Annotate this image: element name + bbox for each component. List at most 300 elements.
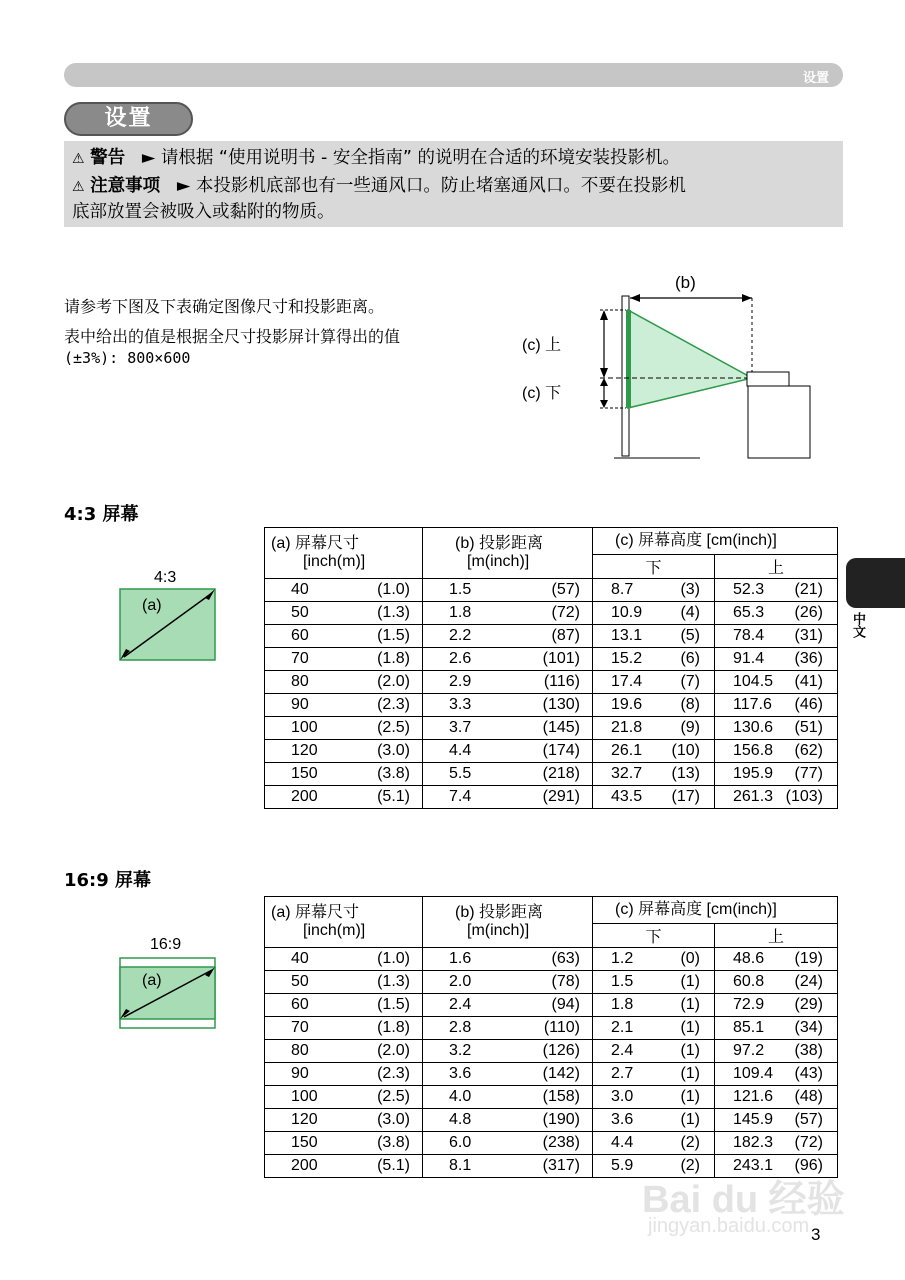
cell-value: 70 xyxy=(291,650,309,667)
table-cell xyxy=(265,994,423,1017)
intro-line-1: 请参考下图及下表确定图像尺寸和投影距离。 xyxy=(64,297,385,316)
table-row xyxy=(265,671,838,694)
header-bar xyxy=(64,63,843,87)
table-cell xyxy=(265,602,423,625)
cell-value: 13.1 xyxy=(611,627,643,644)
cell-value: 2.1 xyxy=(611,1019,634,1036)
cell-value-alt: (1.0) xyxy=(377,950,410,967)
projection-beam xyxy=(628,310,752,408)
cell-value: 80 xyxy=(291,1042,309,1059)
label-c-down: (c) 下 xyxy=(522,385,562,402)
cell-value: 97.2 xyxy=(733,1042,765,1059)
table-row xyxy=(265,694,838,717)
cell-value-alt: (2.3) xyxy=(377,1065,410,1082)
cell-value: 243.1 xyxy=(733,1157,774,1174)
table-cell xyxy=(423,948,593,971)
cell-value: 121.6 xyxy=(733,1088,774,1105)
cell-value: 261.3 xyxy=(733,788,774,805)
cell-value-alt: (63) xyxy=(551,950,580,967)
cell-value-alt: (1) xyxy=(680,1111,700,1128)
cell-value: 21.8 xyxy=(611,719,643,736)
table-cell xyxy=(423,1155,593,1178)
cell-value: 48.6 xyxy=(733,950,765,967)
table-row xyxy=(265,786,838,809)
intro-line-2: 表中给出的值是根据全尺寸投影屏计算得出的值 xyxy=(64,327,401,346)
cell-value: 4.0 xyxy=(449,1088,472,1105)
cell-value: 72.9 xyxy=(733,996,765,1013)
cell-value-alt: (29) xyxy=(794,996,823,1013)
table-16-9 xyxy=(264,896,838,1178)
cell-value: 3.6 xyxy=(611,1111,634,1128)
cell-value: 32.7 xyxy=(611,765,643,782)
table-cell xyxy=(715,625,838,648)
cell-value-alt: (103) xyxy=(785,788,823,805)
table-cell xyxy=(593,602,715,625)
cell-value-alt: (317) xyxy=(542,1157,580,1174)
table-row xyxy=(265,602,838,625)
projection-diagram xyxy=(520,268,820,468)
header-down: 下 xyxy=(593,555,715,579)
cell-value: 145.9 xyxy=(733,1111,774,1128)
table-cell xyxy=(265,648,423,671)
table-cell xyxy=(423,1132,593,1155)
screen-icon-16-9 xyxy=(112,932,222,1032)
cell-value-alt: (3) xyxy=(680,581,700,598)
header-c: (c) 屏幕高度 [cm(inch)] xyxy=(593,528,838,555)
cell-value-alt: (1.5) xyxy=(377,627,410,644)
cell-value-alt: (238) xyxy=(542,1134,580,1151)
cell-value: 60 xyxy=(291,996,309,1013)
header-up: 上 xyxy=(715,555,838,579)
cell-value: 120 xyxy=(291,742,318,759)
cell-value-alt: (62) xyxy=(794,742,823,759)
cell-value: 120 xyxy=(291,1111,318,1128)
cell-value: 19.6 xyxy=(611,696,643,713)
cell-value: 1.8 xyxy=(449,604,472,621)
table-cell xyxy=(593,763,715,786)
table-cell xyxy=(593,579,715,602)
table-cell xyxy=(265,717,423,740)
table-cell xyxy=(593,717,715,740)
table-cell xyxy=(715,763,838,786)
table-cell xyxy=(715,694,838,717)
cell-value: 50 xyxy=(291,973,309,990)
header-a-title: (a) 屏幕尺寸 xyxy=(271,535,360,552)
header-section-label: 设置 xyxy=(802,71,829,86)
cell-value-alt: (87) xyxy=(551,627,580,644)
cell-value-alt: (17) xyxy=(671,788,700,805)
table-row xyxy=(265,1040,838,1063)
cell-value: 10.9 xyxy=(611,604,643,621)
table-cell xyxy=(423,1109,593,1132)
table-cell xyxy=(715,1109,838,1132)
table-cell xyxy=(715,602,838,625)
cell-value-alt: (2.0) xyxy=(377,673,410,690)
cell-value-alt: (46) xyxy=(794,696,823,713)
cell-value: 26.1 xyxy=(611,742,643,759)
header-a xyxy=(265,897,423,948)
table-cell xyxy=(423,602,593,625)
table-cell xyxy=(423,1063,593,1086)
cell-value: 85.1 xyxy=(733,1019,765,1036)
cell-value-alt: (57) xyxy=(794,1111,823,1128)
cell-value-alt: (94) xyxy=(551,996,580,1013)
cell-value-alt: (2) xyxy=(680,1157,700,1174)
cell-value: 200 xyxy=(291,788,318,805)
projector-table xyxy=(748,386,810,458)
section-title: 设置 xyxy=(64,102,193,136)
cell-value: 3.0 xyxy=(611,1088,634,1105)
table-row xyxy=(265,625,838,648)
table-cell xyxy=(265,1155,423,1178)
caution-label: 注意事项 xyxy=(90,176,161,196)
screen-edge xyxy=(626,310,631,408)
cell-value: 3.3 xyxy=(449,696,472,713)
cell-value: 1.2 xyxy=(611,950,634,967)
caution-icon: ⚠ xyxy=(72,179,85,195)
table-cell xyxy=(715,786,838,809)
table-row xyxy=(265,579,838,602)
table-row xyxy=(265,1132,838,1155)
c-up-arrow-top xyxy=(600,310,608,320)
cell-value-alt: (158) xyxy=(542,1088,580,1105)
cell-value-alt: (145) xyxy=(542,719,580,736)
cell-value: 104.5 xyxy=(733,673,774,690)
ratio-label-4-3: 4:3 xyxy=(154,569,177,586)
language-tab xyxy=(846,558,905,608)
cell-value: 6.0 xyxy=(449,1134,472,1151)
cell-value-alt: (116) xyxy=(543,673,580,690)
table-cell xyxy=(423,717,593,740)
table-cell xyxy=(593,740,715,763)
table-cell xyxy=(593,648,715,671)
cell-value: 1.6 xyxy=(449,950,472,967)
table-row xyxy=(265,648,838,671)
cell-value-alt: (2.5) xyxy=(377,1088,410,1105)
cell-value: 60 xyxy=(291,627,309,644)
table-header xyxy=(265,528,838,555)
cell-value: 65.3 xyxy=(733,604,765,621)
screen-icon-4-3 xyxy=(112,565,222,665)
table-cell xyxy=(265,971,423,994)
cell-value-alt: (9) xyxy=(680,719,700,736)
header-b-title: (b) 投影距离 xyxy=(455,535,544,552)
cell-value: 150 xyxy=(291,1134,318,1151)
cell-value-alt: (72) xyxy=(794,1134,823,1151)
cell-value: 1.8 xyxy=(611,996,634,1013)
table-cell xyxy=(715,671,838,694)
table-row xyxy=(265,740,838,763)
caution-line-2: 底部放置会被吸入或黏附的物质。 xyxy=(72,202,335,222)
cell-value: 40 xyxy=(291,950,309,967)
header-up: 上 xyxy=(715,924,838,948)
cell-value-alt: (126) xyxy=(542,1042,580,1059)
cell-value: 17.4 xyxy=(611,673,643,690)
cell-value-alt: (41) xyxy=(794,673,823,690)
cell-value: 40 xyxy=(291,581,309,598)
table-cell xyxy=(265,1132,423,1155)
cell-value-alt: (5.1) xyxy=(377,1157,410,1174)
cell-value: 70 xyxy=(291,1019,309,1036)
cell-value: 182.3 xyxy=(733,1134,774,1151)
cell-value-alt: (96) xyxy=(794,1157,823,1174)
cell-value-alt: (218) xyxy=(542,765,580,782)
table-body xyxy=(265,579,838,809)
table-cell xyxy=(423,648,593,671)
cell-value-alt: (2.0) xyxy=(377,1042,410,1059)
cell-value: 2.8 xyxy=(449,1019,472,1036)
table-cell xyxy=(593,971,715,994)
table-cell xyxy=(265,786,423,809)
cell-value-alt: (34) xyxy=(794,1019,823,1036)
cell-value-alt: (291) xyxy=(542,788,580,805)
heading-4-3: 4:3 屏幕 xyxy=(64,504,139,525)
cell-value: 117.6 xyxy=(733,696,772,713)
table-cell xyxy=(593,694,715,717)
header-b-unit: [m(inch)] xyxy=(467,553,530,570)
cell-value: 100 xyxy=(291,719,318,736)
table-cell xyxy=(265,1017,423,1040)
table-4-3 xyxy=(264,527,838,809)
language-label: 中文 xyxy=(850,612,865,638)
projector xyxy=(747,372,789,386)
warning-box xyxy=(64,141,843,227)
cell-value-alt: (1) xyxy=(680,1088,700,1105)
cell-value-alt: (1.0) xyxy=(377,581,410,598)
cell-value: 15.2 xyxy=(611,650,643,667)
header-a-title: (a) 屏幕尺寸 xyxy=(271,904,360,921)
table-cell xyxy=(715,1017,838,1040)
cell-value-alt: (1.5) xyxy=(377,996,410,1013)
header-b-title: (b) 投影距离 xyxy=(455,904,544,921)
cell-value-alt: (31) xyxy=(794,627,823,644)
table-cell xyxy=(423,671,593,694)
cell-value: 3.7 xyxy=(449,719,472,736)
cell-value-alt: (24) xyxy=(794,973,823,990)
cell-value-alt: (1) xyxy=(680,1065,700,1082)
table-body xyxy=(265,948,838,1178)
cell-value: 78.4 xyxy=(733,627,765,644)
cell-value: 90 xyxy=(291,696,309,713)
cell-value-alt: (2.3) xyxy=(377,696,410,713)
cell-value-alt: (1) xyxy=(680,1042,700,1059)
table-row xyxy=(265,763,838,786)
cell-value: 2.9 xyxy=(449,673,472,690)
table-cell xyxy=(593,994,715,1017)
icon-a-label-4-3: (a) xyxy=(142,597,162,614)
cell-value: 2.7 xyxy=(611,1065,634,1082)
cell-value: 8.1 xyxy=(449,1157,472,1174)
cell-value-alt: (36) xyxy=(794,650,823,667)
warning-line xyxy=(72,145,835,172)
b-arrow-right xyxy=(742,294,752,302)
header-a-unit: [inch(m)] xyxy=(303,922,366,939)
b-arrow-left xyxy=(630,294,640,302)
cell-value-alt: (5.1) xyxy=(377,788,410,805)
warning-text: ► 请根据 “使用说明书 - 安全指南” 的说明在合适的环境安装投影机。 xyxy=(141,148,681,168)
cell-value-alt: (26) xyxy=(794,604,823,621)
table-cell xyxy=(715,1063,838,1086)
cell-value: 90 xyxy=(291,1065,309,1082)
table-row xyxy=(265,1109,838,1132)
label-b: (b) xyxy=(675,273,696,292)
cell-value-alt: (38) xyxy=(794,1042,823,1059)
table-cell xyxy=(423,786,593,809)
cell-value-alt: (1) xyxy=(680,1019,700,1036)
table-cell xyxy=(593,948,715,971)
table-cell xyxy=(715,994,838,1017)
cell-value-alt: (43) xyxy=(794,1065,823,1082)
cell-value-alt: (1.3) xyxy=(377,604,410,621)
cell-value: 52.3 xyxy=(733,581,765,598)
table-cell xyxy=(265,579,423,602)
cell-value-alt: (142) xyxy=(542,1065,580,1082)
table-cell xyxy=(593,625,715,648)
header-b xyxy=(423,897,593,948)
table-cell xyxy=(423,994,593,1017)
table-cell xyxy=(265,763,423,786)
cell-value-alt: (1.3) xyxy=(377,973,410,990)
cell-value-alt: (2.5) xyxy=(377,719,410,736)
cell-value-alt: (110) xyxy=(543,1019,580,1036)
table-header xyxy=(265,897,838,924)
table-cell xyxy=(423,579,593,602)
table-cell xyxy=(423,971,593,994)
heading-16-9: 16:9 屏幕 xyxy=(64,870,152,891)
cell-value: 109.4 xyxy=(733,1065,774,1082)
table-cell xyxy=(265,625,423,648)
caution-line xyxy=(72,173,835,200)
cell-value: 4.4 xyxy=(449,742,472,759)
table-cell xyxy=(715,971,838,994)
table-cell xyxy=(593,1132,715,1155)
warning-label: 警告 xyxy=(90,148,126,168)
cell-value-alt: (101) xyxy=(542,650,580,667)
cell-value-alt: (13) xyxy=(671,765,700,782)
table-cell xyxy=(593,1017,715,1040)
table-row xyxy=(265,1017,838,1040)
cell-value-alt: (57) xyxy=(551,581,580,598)
cell-value: 1.5 xyxy=(449,581,472,598)
cell-value: 195.9 xyxy=(733,765,774,782)
table-cell xyxy=(423,1040,593,1063)
cell-value: 3.6 xyxy=(449,1065,472,1082)
watermark-brand: Bai du 经验 xyxy=(642,1179,845,1221)
cell-value-alt: (130) xyxy=(542,696,580,713)
cell-value: 80 xyxy=(291,673,309,690)
warning-icon: ⚠ xyxy=(72,151,85,167)
cell-value: 60.8 xyxy=(733,973,765,990)
cell-value-alt: (3.0) xyxy=(377,742,410,759)
table-cell xyxy=(265,948,423,971)
cell-value-alt: (190) xyxy=(542,1111,580,1128)
table-cell xyxy=(423,763,593,786)
c-down-arrow-top xyxy=(600,378,608,386)
cell-value: 43.5 xyxy=(611,788,643,805)
caution-text: ► 本投影机底部也有一些通风口。防止堵塞通风口。不要在投影机 xyxy=(176,176,686,196)
ratio-label-16-9: 16:9 xyxy=(150,936,182,953)
cell-value: 2.0 xyxy=(449,973,472,990)
cell-value: 3.2 xyxy=(449,1042,472,1059)
table-row xyxy=(265,1086,838,1109)
header-b-unit: [m(inch)] xyxy=(467,922,530,939)
cell-value-alt: (1.8) xyxy=(377,650,410,667)
cell-value-alt: (19) xyxy=(794,950,823,967)
header-a-unit: [inch(m)] xyxy=(303,553,366,570)
table-cell xyxy=(265,1109,423,1132)
cell-value: 1.5 xyxy=(611,973,634,990)
icon-a-label-16-9: (a) xyxy=(142,972,162,989)
cell-value: 100 xyxy=(291,1088,318,1105)
table-cell xyxy=(715,1132,838,1155)
header-down: 下 xyxy=(593,924,715,948)
table-cell xyxy=(715,740,838,763)
table-cell xyxy=(593,1040,715,1063)
table-cell xyxy=(593,1109,715,1132)
cell-value: 156.8 xyxy=(733,742,774,759)
table-cell xyxy=(423,694,593,717)
cell-value-alt: (6) xyxy=(680,650,700,667)
cell-value: 2.4 xyxy=(449,996,472,1013)
cell-value-alt: (21) xyxy=(794,581,823,598)
table-cell xyxy=(423,625,593,648)
cell-value-alt: (5) xyxy=(680,627,700,644)
table-row xyxy=(265,948,838,971)
cell-value-alt: (174) xyxy=(542,742,580,759)
table-cell xyxy=(265,1040,423,1063)
table-cell xyxy=(265,1063,423,1086)
table-cell xyxy=(715,717,838,740)
table-cell xyxy=(715,648,838,671)
cell-value-alt: (7) xyxy=(680,673,700,690)
cell-value-alt: (51) xyxy=(794,719,823,736)
cell-value-alt: (10) xyxy=(671,742,700,759)
table-row xyxy=(265,717,838,740)
table-row xyxy=(265,994,838,1017)
table-cell xyxy=(423,1017,593,1040)
cell-value-alt: (48) xyxy=(794,1088,823,1105)
cell-value: 5.5 xyxy=(449,765,472,782)
table-cell xyxy=(715,1040,838,1063)
cell-value-alt: (0) xyxy=(680,950,700,967)
cell-value: 2.4 xyxy=(611,1042,634,1059)
c-up-arrow-bottom xyxy=(600,368,608,378)
cell-value-alt: (78) xyxy=(551,973,580,990)
cell-value: 5.9 xyxy=(611,1157,634,1174)
table-cell xyxy=(265,740,423,763)
table-cell xyxy=(593,671,715,694)
label-c-up: (c) 上 xyxy=(522,337,562,354)
table-cell xyxy=(593,786,715,809)
cell-value-alt: (1.8) xyxy=(377,1019,410,1036)
intro-line-3: (±3%): 800×600 xyxy=(64,349,191,367)
c-down-arrow-bottom xyxy=(600,400,608,408)
cell-value-alt: (77) xyxy=(794,765,823,782)
watermark-url: jingyan.baidu.com xyxy=(648,1215,810,1237)
header-a xyxy=(265,528,423,579)
table-cell xyxy=(265,1086,423,1109)
cell-value: 4.4 xyxy=(611,1134,634,1151)
cell-value-alt: (3.0) xyxy=(377,1111,410,1128)
cell-value-alt: (3.8) xyxy=(377,765,410,782)
table-row xyxy=(265,1063,838,1086)
cell-value: 7.4 xyxy=(449,788,472,805)
table-cell xyxy=(715,948,838,971)
cell-value: 4.8 xyxy=(449,1111,472,1128)
header-b xyxy=(423,528,593,579)
table-cell xyxy=(265,671,423,694)
table-cell xyxy=(715,579,838,602)
